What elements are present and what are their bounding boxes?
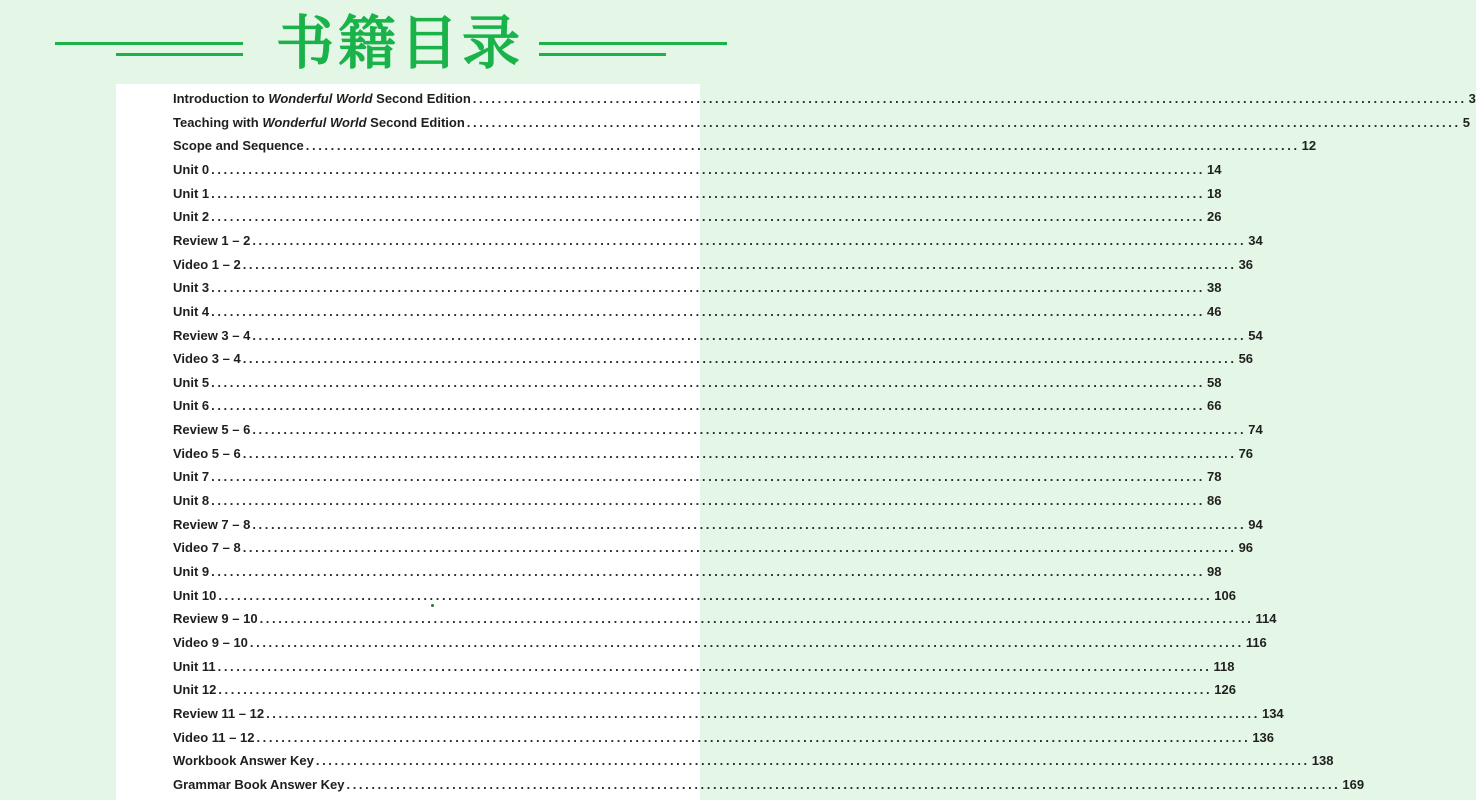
- toc-entry: [173, 205, 1222, 229]
- toc-entry-title: [173, 394, 209, 418]
- toc-page-number: 134: [1261, 705, 1284, 721]
- toc-entry-title-text: Review 1 – 2: [173, 232, 251, 248]
- toc-entry-title: [173, 513, 250, 537]
- toc-entry-title: [173, 465, 209, 489]
- toc-entry-title: [173, 536, 241, 560]
- toc-page-number: 26: [1207, 209, 1222, 225]
- toc-page-number: 86: [1207, 493, 1222, 509]
- toc-page-number: 18: [1207, 185, 1222, 201]
- toc-entry-title-text: Unit 6: [173, 398, 210, 414]
- toc-entry-title-text: Unit 1: [173, 185, 210, 201]
- toc-entry-title: [173, 489, 209, 513]
- toc-entry-title-italic: Wonderful World: [268, 91, 373, 106]
- toc-entry: [173, 253, 1254, 277]
- toc-entry: [173, 347, 1254, 371]
- toc-entry: [173, 631, 1267, 655]
- toc-entry: [173, 489, 1222, 513]
- toc-leader-dots: ................................................................................................................................................................: [211, 469, 1206, 485]
- toc-entry-title-suffix: Second Edition: [372, 91, 471, 106]
- toc-page-number: 36: [1238, 256, 1254, 272]
- toc-entry: [173, 229, 1263, 253]
- toc-entry: [173, 300, 1222, 324]
- toc-leader-dots: ................................................................................................................................................................: [249, 634, 1244, 650]
- toc-entry: [173, 371, 1222, 395]
- toc-leader-dots: ................................................................................................................................................................: [211, 564, 1206, 579]
- toc-entry: [173, 655, 1235, 679]
- toc-page: [116, 84, 1476, 800]
- toc-leader-dots: ................................................................................................................................................................: [252, 327, 1247, 343]
- toc-page-number: 12: [1301, 138, 1317, 154]
- toc-entry-title: [173, 276, 209, 300]
- toc-entry-title-text: Unit 11: [173, 658, 216, 674]
- toc-entry-title-text: Unit 2: [173, 209, 210, 225]
- toc-leader-dots: ................................................................................................................................................................: [218, 682, 1213, 698]
- toc-page-number: 169: [1342, 776, 1365, 792]
- toc-entry-title-text: Grammar Book Answer Key: [173, 776, 345, 792]
- toc-leader-dots: ................................................................................................................................................................: [211, 398, 1206, 414]
- toc-entry: [173, 324, 1263, 348]
- toc-entry-title: [173, 560, 209, 584]
- toc-entry-title: [173, 773, 344, 797]
- toc-leader-dots: ................................................................................................................................................................: [256, 729, 1251, 745]
- toc-entry-title-text: Review 11 – 12: [173, 705, 265, 721]
- toc-page-number: 46: [1207, 303, 1222, 319]
- toc-entry: [173, 465, 1222, 489]
- toc-page-number: 114: [1255, 611, 1277, 627]
- toc-leader-dots: ................................................................................................................................................................: [472, 91, 1467, 106]
- toc-page-number: 34: [1248, 232, 1263, 248]
- toc-entry: [173, 749, 1334, 773]
- toc-entry-title: [173, 749, 314, 773]
- toc-page-number: 136: [1252, 729, 1275, 745]
- toc-page-number: 126: [1214, 682, 1236, 698]
- toc-leader-dots: ................................................................................................................................................................: [346, 776, 1341, 792]
- toc-page-number: 74: [1248, 422, 1263, 438]
- toc-page-number: 56: [1238, 351, 1254, 367]
- toc-leader-dots: ................................................................................................................................................................: [242, 351, 1237, 367]
- toc-leader-dots: ................................................................................................................................................................: [252, 232, 1247, 248]
- toc-entry-title: [173, 678, 216, 702]
- toc-entry-title: [173, 442, 241, 466]
- page-title: 书籍目录: [275, 9, 524, 77]
- toc-entry-title-text: Video 1 – 2: [173, 256, 241, 272]
- toc-page-number: 96: [1238, 540, 1254, 556]
- toc-entry: [173, 607, 1277, 631]
- toc-entry-title-text: Introduction to: [173, 91, 269, 106]
- toc-entry-title-text: Video 11 – 12: [173, 729, 255, 745]
- toc-entry-title: [173, 347, 241, 371]
- toc-entry-title-text: Teaching with: [173, 114, 263, 130]
- toc-page-number: 38: [1207, 280, 1222, 296]
- toc-entry-title-text: Workbook Answer Key: [173, 753, 314, 769]
- toc-leader-dots: ................................................................................................................................................................: [211, 280, 1206, 296]
- toc-leader-dots: ................................................................................................................................................................: [259, 611, 1254, 627]
- page-speck: [431, 604, 434, 607]
- toc-entry-title: [173, 655, 216, 679]
- toc-entry-title-text: Review 5 – 6: [173, 422, 251, 438]
- toc-entry: [173, 111, 1470, 135]
- toc-entry-title-text: Unit 7: [173, 469, 210, 485]
- toc-entry-title-text: Review 7 – 8: [173, 516, 251, 532]
- toc-entry-title: [173, 87, 471, 111]
- toc-leader-dots: ................................................................................................................................................................: [242, 540, 1237, 556]
- toc-leader-dots: ................................................................................................................................................................: [305, 138, 1300, 154]
- toc-page-number: 58: [1207, 374, 1222, 390]
- toc-leader-dots: ................................................................................................................................................................: [211, 209, 1206, 225]
- toc-entry-title: [173, 371, 209, 395]
- toc-entry-title: [173, 111, 465, 135]
- toc-page-number: 14: [1207, 161, 1222, 177]
- toc-leader-dots: ................................................................................................................................................................: [466, 114, 1461, 130]
- toc-entry-title: [173, 300, 209, 324]
- toc-entry-title-text: Video 3 – 4: [173, 351, 241, 367]
- toc-leader-dots: ................................................................................................................................................................: [217, 658, 1212, 674]
- toc-page-number: 5: [1462, 114, 1470, 130]
- toc-entry-title-text: Unit 5: [173, 374, 210, 390]
- toc-entry-title-text: Unit 12: [173, 682, 217, 698]
- toc-leader-dots: ................................................................................................................................................................: [266, 705, 1260, 721]
- toc-entry-title-suffix: Second Edition: [366, 114, 465, 130]
- toc-entry-title: [173, 134, 304, 158]
- toc-leader-dots: ................................................................................................................................................................: [315, 753, 1310, 769]
- toc-page-number: 66: [1207, 398, 1222, 414]
- toc-entry: [173, 560, 1222, 584]
- toc-entry-title-text: Unit 3: [173, 280, 210, 296]
- toc-entry-title-text: Video 5 – 6: [173, 445, 241, 461]
- toc-entry: [173, 536, 1254, 560]
- toc-page-number: 106: [1214, 587, 1236, 603]
- toc-entry-title-text: Video 9 – 10: [173, 634, 248, 650]
- toc-page-number: 116: [1245, 634, 1267, 650]
- toc-entry: [173, 182, 1222, 206]
- toc-entry: [173, 773, 1365, 797]
- toc-entry: [173, 276, 1222, 300]
- toc-entry-title: [173, 584, 216, 608]
- toc-entry-title-text: Unit 0: [173, 161, 210, 177]
- header-banner: [0, 0, 800, 84]
- toc-leader-dots: ................................................................................................................................................................: [252, 516, 1247, 532]
- toc-leader-dots: ................................................................................................................................................................: [252, 422, 1247, 438]
- toc-entry: [173, 394, 1222, 418]
- toc-entry-title: [173, 253, 241, 277]
- toc-page-number: 98: [1207, 564, 1222, 579]
- toc-entry-title-text: Unit 8: [173, 493, 210, 509]
- toc-entry-title: [173, 726, 254, 750]
- toc-leader-dots: ................................................................................................................................................................: [211, 161, 1206, 177]
- toc-page-number: 54: [1248, 327, 1263, 343]
- toc-leader-dots: ................................................................................................................................................................: [211, 493, 1206, 509]
- toc-entry: [173, 726, 1275, 750]
- toc-page-number: 78: [1207, 469, 1222, 485]
- toc-page-number: 3: [1468, 91, 1476, 106]
- toc-page-number: 76: [1238, 445, 1254, 461]
- toc-entry-title: [173, 631, 248, 655]
- toc-entry-title-text: Unit 4: [173, 303, 210, 319]
- toc-entry: [173, 418, 1263, 442]
- toc-entry-title-text: Review 9 – 10: [173, 611, 258, 627]
- toc-entry-title-text: Review 3 – 4: [173, 327, 251, 343]
- toc-leader-dots: ................................................................................................................................................................: [242, 256, 1237, 272]
- toc-entry-title: [173, 324, 250, 348]
- toc-leader-dots: ................................................................................................................................................................: [211, 374, 1206, 390]
- toc-entry-title: [173, 205, 209, 229]
- toc-entry-title-text: Unit 10: [173, 587, 217, 603]
- toc-entry-title: [173, 702, 264, 726]
- toc-entry-title-italic: Wonderful World: [262, 114, 367, 130]
- toc-entry: [173, 678, 1236, 702]
- toc-leader-dots: ................................................................................................................................................................: [211, 185, 1206, 201]
- toc-entry: [173, 513, 1263, 537]
- toc-page-number: 94: [1248, 516, 1263, 532]
- toc-entry: [173, 584, 1236, 608]
- toc-entry: [173, 87, 1476, 111]
- toc-entry-title-text: Video 7 – 8: [173, 540, 241, 556]
- toc-entry-title-text: Scope and Sequence: [173, 138, 304, 154]
- toc-leader-dots: ................................................................................................................................................................: [211, 303, 1206, 319]
- toc-leader-dots: ................................................................................................................................................................: [242, 445, 1237, 461]
- toc-entry-title: [173, 182, 209, 206]
- toc-entry-title-text: Unit 9: [173, 564, 210, 579]
- toc-entry: [173, 158, 1222, 182]
- toc-entry: [173, 442, 1254, 466]
- toc-entry-title: [173, 158, 209, 182]
- toc-entry: [173, 702, 1284, 726]
- toc-entry-title: [173, 418, 250, 442]
- toc-leader-dots: ................................................................................................................................................................: [218, 587, 1213, 603]
- toc-entry-title: [173, 607, 258, 631]
- toc-entry: [173, 134, 1317, 158]
- toc-page-number: 138: [1311, 753, 1334, 769]
- toc-page-number: 118: [1213, 658, 1235, 674]
- toc-entry-title: [173, 229, 250, 253]
